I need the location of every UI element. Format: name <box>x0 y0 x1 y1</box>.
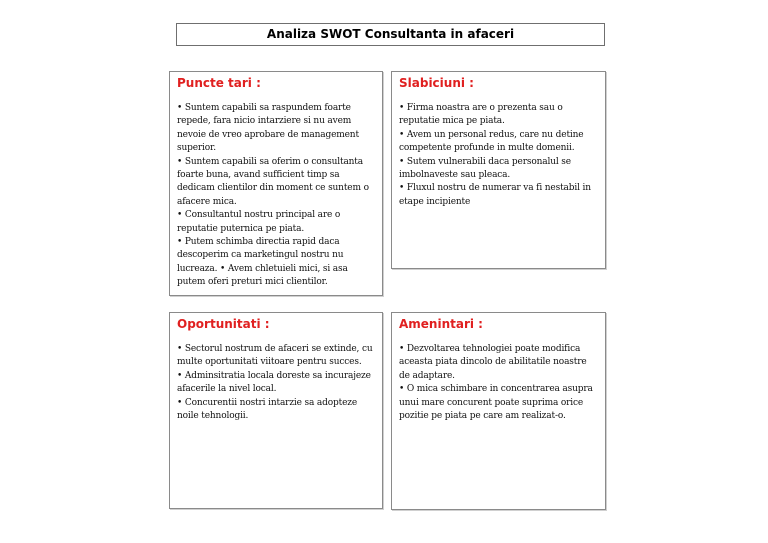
list-item: • Sutem vulnerabili daca personalul se imbolnaveste sau pleaca. <box>399 156 571 181</box>
list-item: • Avem un personal redus, care nu detine competente profunde in multe domenii. <box>399 129 584 154</box>
weaknesses-box <box>391 71 606 269</box>
weaknesses-heading: Slabiciuni : <box>399 76 474 90</box>
threats-heading: Amenintari : <box>399 317 483 331</box>
list-item: • Suntem capabili sa oferim o consultanta foarte buna, avand sufficient timp sa dedicam clientilor din moment ce suntem o afacere mica. <box>177 156 369 207</box>
list-item: • Firma noastra are o prezenta sau o reputatie mica pe piata. <box>399 103 563 127</box>
opportunities-heading: Oportunitati : <box>177 317 270 331</box>
opportunities-list <box>177 343 376 423</box>
strengths-heading: Puncte tari : <box>177 76 261 90</box>
opportunities-box <box>169 312 383 509</box>
weaknesses-list <box>399 102 599 209</box>
list-item: • Sectorul nostrum de afaceri se extinde, cu multe oportunitati viitoare pentru succes. <box>177 344 373 368</box>
threats-box <box>391 312 606 510</box>
list-item: • Dezvoltarea tehnologiei poate modifica aceasta piata dincolo de abilitatile noastre de adaptare. <box>399 344 587 381</box>
strengths-list <box>177 102 376 290</box>
list-item: • Adminsitratia locala doreste sa incurajeze afacerile la nivel local. <box>177 370 371 395</box>
threats-list <box>399 343 599 423</box>
list-item: • O mica schimbare in concentrarea asupra unui mare concurent poate suprima orice pozitie pe piata pe care am realizat-o. <box>399 384 593 422</box>
document-title: Analiza SWOT Consultanta in afaceri <box>176 23 605 46</box>
list-item: • Consultantul nostru principal are o reputatie puternica pe piata. <box>177 210 341 234</box>
list-item: • Suntem capabili sa raspundem foarte repede, fara nicio intarziere si nu avem nevoie de vreo aprobare de management superior. <box>177 103 359 154</box>
strengths-box <box>169 71 383 296</box>
list-item: • Fluxul nostru de numerar va fi nestabil in etape incipiente <box>399 183 591 207</box>
list-item: • Concurentii nostri intarzie sa adopteze noile tehnologii. <box>177 397 358 422</box>
list-item: • Putem schimba directia rapid daca descoperim ca marketingul nostru nu lucreaza. • Avem chletuieli mici, si asa putem oferi preturi mici clientilor. <box>177 237 348 288</box>
